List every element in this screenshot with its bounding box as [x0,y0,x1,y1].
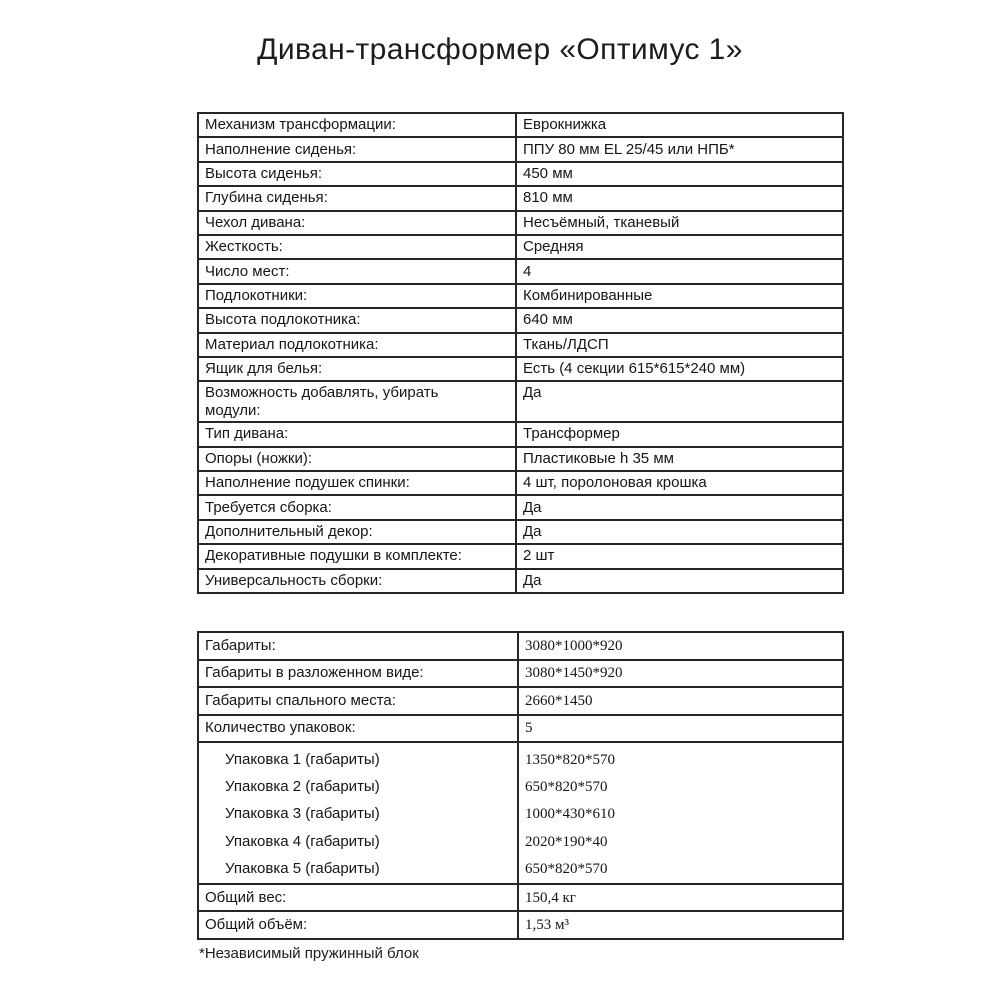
packages-body [198,742,843,884]
total-value: 1,53 м³ [518,911,843,939]
spec-label: Наполнение подушек спинки: [198,471,516,495]
spec-label: Глубина сиденья: [198,186,516,210]
spec-table-row [198,259,843,283]
spec-table-row [198,186,843,210]
package-value: 2020*190*40 [525,833,608,850]
spec-table-row [198,284,843,308]
spec-value: Есть (4 секции 615*615*240 мм) [516,357,843,381]
spec-label: Число мест: [198,259,516,283]
packages-label-list [205,746,511,883]
spec-label: Дополнительный декор: [198,520,516,544]
spec-label: Механизм трансформации: [198,113,516,137]
dimensions-table [197,631,844,940]
spec-label: Требуется сборка: [198,495,516,519]
spec-value: Трансформер [516,422,843,446]
spec-value: Да [516,381,843,422]
dimension-label: Габариты в разложенном виде: [198,660,518,688]
spec-value: Да [516,520,843,544]
spec-table-row [198,162,843,186]
totals-row [198,911,843,939]
spec-table-row [198,471,843,495]
spec-table-row [198,211,843,235]
package-label: Упаковка 2 (габариты) [225,778,380,796]
spec-table-row [198,447,843,471]
dimensions-table-row [198,687,843,715]
package-value: 1000*430*610 [525,806,615,823]
spec-value: 640 мм [516,308,843,332]
package-label: Упаковка 3 (габариты) [225,805,380,823]
spec-label: Опоры (ножки): [198,447,516,471]
spec-table-row [198,235,843,259]
spec-label: Декоративные подушки в комплекте: [198,544,516,568]
dimension-value: 2660*1450 [518,687,843,715]
dimensions-table-row [198,632,843,660]
dimension-label: Габариты: [198,632,518,660]
dimension-value: 5 [518,715,843,743]
spec-value: Еврокнижка [516,113,843,137]
spec-table-row [198,520,843,544]
spec-table-row [198,137,843,161]
spec-label: Тип дивана: [198,422,516,446]
spec-table-row [198,113,843,137]
spec-label: Подлокотники: [198,284,516,308]
package-label: Упаковка 5 (габариты) [225,860,380,878]
packages-value-list [525,746,836,883]
totals-row [198,884,843,912]
spec-label: Высота сиденья: [198,162,516,186]
spec-value: 450 мм [516,162,843,186]
package-label: Упаковка 4 (габариты) [225,832,380,850]
footnote: *Независимый пружинный блок [199,945,419,962]
packages-row [198,742,843,884]
packages-values-cell [518,742,843,884]
spec-value: Да [516,569,843,593]
totals-body [198,884,843,939]
spec-table-row [198,495,843,519]
dimension-label: Количество упаковок: [198,715,518,743]
spec-value: 810 мм [516,186,843,210]
spec-label: Ящик для белья: [198,357,516,381]
spec-table-row [198,422,843,446]
page-title: Диван-трансформер «Оптимус 1» [257,33,743,66]
package-value: 650*820*570 [525,779,608,796]
spec-value: Комбинированные [516,284,843,308]
total-value: 150,4 кг [518,884,843,912]
spec-table-row [198,544,843,568]
spec-table [197,112,844,594]
spec-table-body [198,113,843,593]
spec-value: Да [516,495,843,519]
spec-value: Средняя [516,235,843,259]
spec-value: Пластиковые h 35 мм [516,447,843,471]
spec-label: Высота подлокотника: [198,308,516,332]
spec-table-row [198,333,843,357]
spec-value: 4 шт, поролоновая крошка [516,471,843,495]
spec-value: 4 [516,259,843,283]
dimension-label: Габариты спального места: [198,687,518,715]
spec-table-row [198,381,843,422]
dimensions-table-row [198,715,843,743]
spec-label: Чехол дивана: [198,211,516,235]
dimension-value: 3080*1000*920 [518,632,843,660]
package-value: 650*820*570 [525,861,608,878]
spec-value: Ткань/ЛДСП [516,333,843,357]
package-label: Упаковка 1 (габариты) [225,750,380,768]
total-label: Общий вес: [198,884,518,912]
spec-table-row [198,569,843,593]
spec-value: Несъёмный, тканевый [516,211,843,235]
dimensions-head-body [198,632,843,742]
total-label: Общий объём: [198,911,518,939]
spec-table-row [198,308,843,332]
spec-table-row [198,357,843,381]
spec-label: Универсальность сборки: [198,569,516,593]
spec-label: Наполнение сиденья: [198,137,516,161]
spec-label: Жесткость: [198,235,516,259]
spec-label: Материал подлокотника: [198,333,516,357]
spec-value: ППУ 80 мм EL 25/45 или НПБ* [516,137,843,161]
package-value: 1350*820*570 [525,751,615,768]
dimension-value: 3080*1450*920 [518,660,843,688]
dimensions-table-row [198,660,843,688]
spec-label: Возможность добавлять, убирать модули: [198,381,516,422]
spec-value: 2 шт [516,544,843,568]
packages-labels-cell [198,742,518,884]
